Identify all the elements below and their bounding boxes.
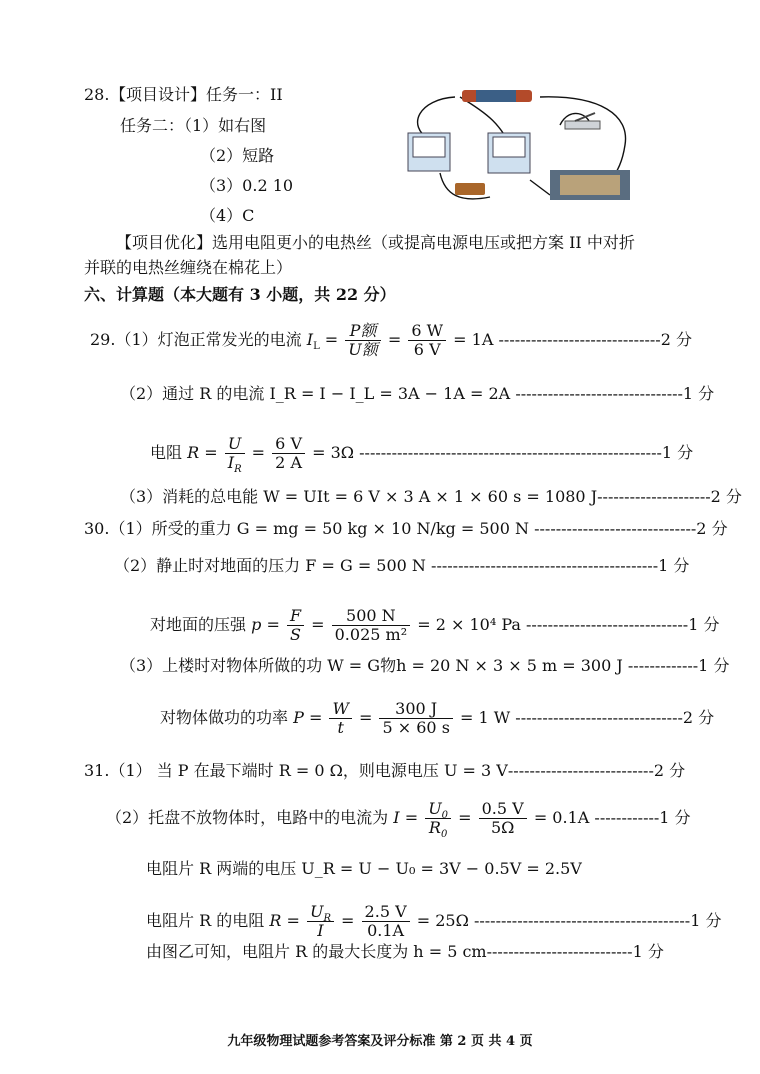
q30-line2: （2）静止时对地面的压力 F = G = 500 N ------------------------------------------1 分 bbox=[114, 556, 690, 575]
q31-line5: 由图乙可知，电阻片 R 的最大长度为 h = 5 cm---------------------------1 分 bbox=[146, 942, 664, 961]
q31-line3: 电阻片 R 两端的电压 U_R = U − U₀ = 3V − 0.5V = 2.5V bbox=[146, 859, 582, 878]
q30-line4: （3）上楼时对物体所做的功 W = G物h = 20 N × 3 × 5 m = 300 J -------------1 分 bbox=[120, 656, 730, 675]
voltmeter bbox=[488, 133, 530, 173]
q30-line1: 30.（1）所受的重力 G = mg = 50 kg × 10 N/kg = 500 N ------------------------------2 分 bbox=[84, 519, 728, 538]
q28-optimize-line1: 【项目优化】选用电阻更小的电热丝（或提高电源电压或把方案 II 中对折 bbox=[116, 233, 635, 252]
q31-line1: 31.（1） 当 P 在最下端时 R = 0 Ω，则电源电压 U = 3 V---------------------------2 分 bbox=[84, 761, 686, 780]
heater-block bbox=[455, 183, 485, 195]
q30-line5: 对物体做功的功率 P = $\frac{W}{t}$ = $\frac{300 J}{5 \times 60 s}$ = 1 W -------------------------------2 分 bbox=[160, 699, 715, 737]
q30-line3: 对地面的压强 p = $\frac{F}{S}$ = $\frac{500 N}{\text{0.025 m²}}$ = 2 × 10⁴ Pa ------------------------------1 分 bbox=[150, 606, 720, 644]
q29-line3: 电阻 R = $\frac{U}{I_R}$ = $\frac{6 V}{2 A}$ = 3Ω --------------------------------------------------------1 分 bbox=[150, 434, 694, 476]
q28-optimize-line2: 并联的电热丝缠绕在棉花上） bbox=[84, 258, 293, 277]
q28-number: 28. bbox=[84, 85, 110, 104]
q28-task2: 任务二：（1）如右图 bbox=[120, 116, 267, 135]
q28-answer-4: （4）C bbox=[200, 206, 255, 225]
battery bbox=[462, 90, 532, 102]
rheostat bbox=[550, 170, 630, 200]
q29-line2: （2）通过 R 的电流 I_R = I − I_L = 3A − 1A = 2A -------------------------------1 分 bbox=[120, 384, 715, 403]
q29-line1: 29.（1）灯泡正常发光的电流 $I_L$ = $\frac{\text{P额}}{\text{U额}}$ = $\frac{6 W}{6 V}$ = 1A ------------------------------2 分 bbox=[90, 321, 692, 359]
q28-answer-2: （2）短路 bbox=[200, 146, 275, 165]
ammeter bbox=[408, 133, 450, 171]
q31-line2: （2）托盘不放物体时，电路中的电流为 I = $\frac{U_0}{R_0}$ = $\frac{0.5 V}{5\Omega}$ = 0.1A ------------1 分 bbox=[106, 799, 691, 841]
circuit-diagram bbox=[400, 85, 640, 215]
q29-line4: （3）消耗的总电能 W = UIt = 6 V × 3 A × 1 × 60 s = 1080 J---------------------2 分 bbox=[120, 487, 742, 506]
q31-line4: 电阻片 R 的电阻 R = $\frac{U_R}{I}$ = $\frac{2.5 V}{0.1A}$ = 25Ω ----------------------------------------1 分 bbox=[146, 902, 722, 940]
q28-heading: 【项目设计】任务一：II bbox=[110, 85, 283, 104]
q28-answer-3: （3）0.2 10 bbox=[200, 176, 294, 195]
section-6-title: 六、计算题（本大题有 3 小题，共 22 分） bbox=[84, 285, 396, 304]
page-footer: 九年级物理试题参考答案及评分标准 第 2 页 共 4 页 bbox=[227, 1034, 533, 1049]
